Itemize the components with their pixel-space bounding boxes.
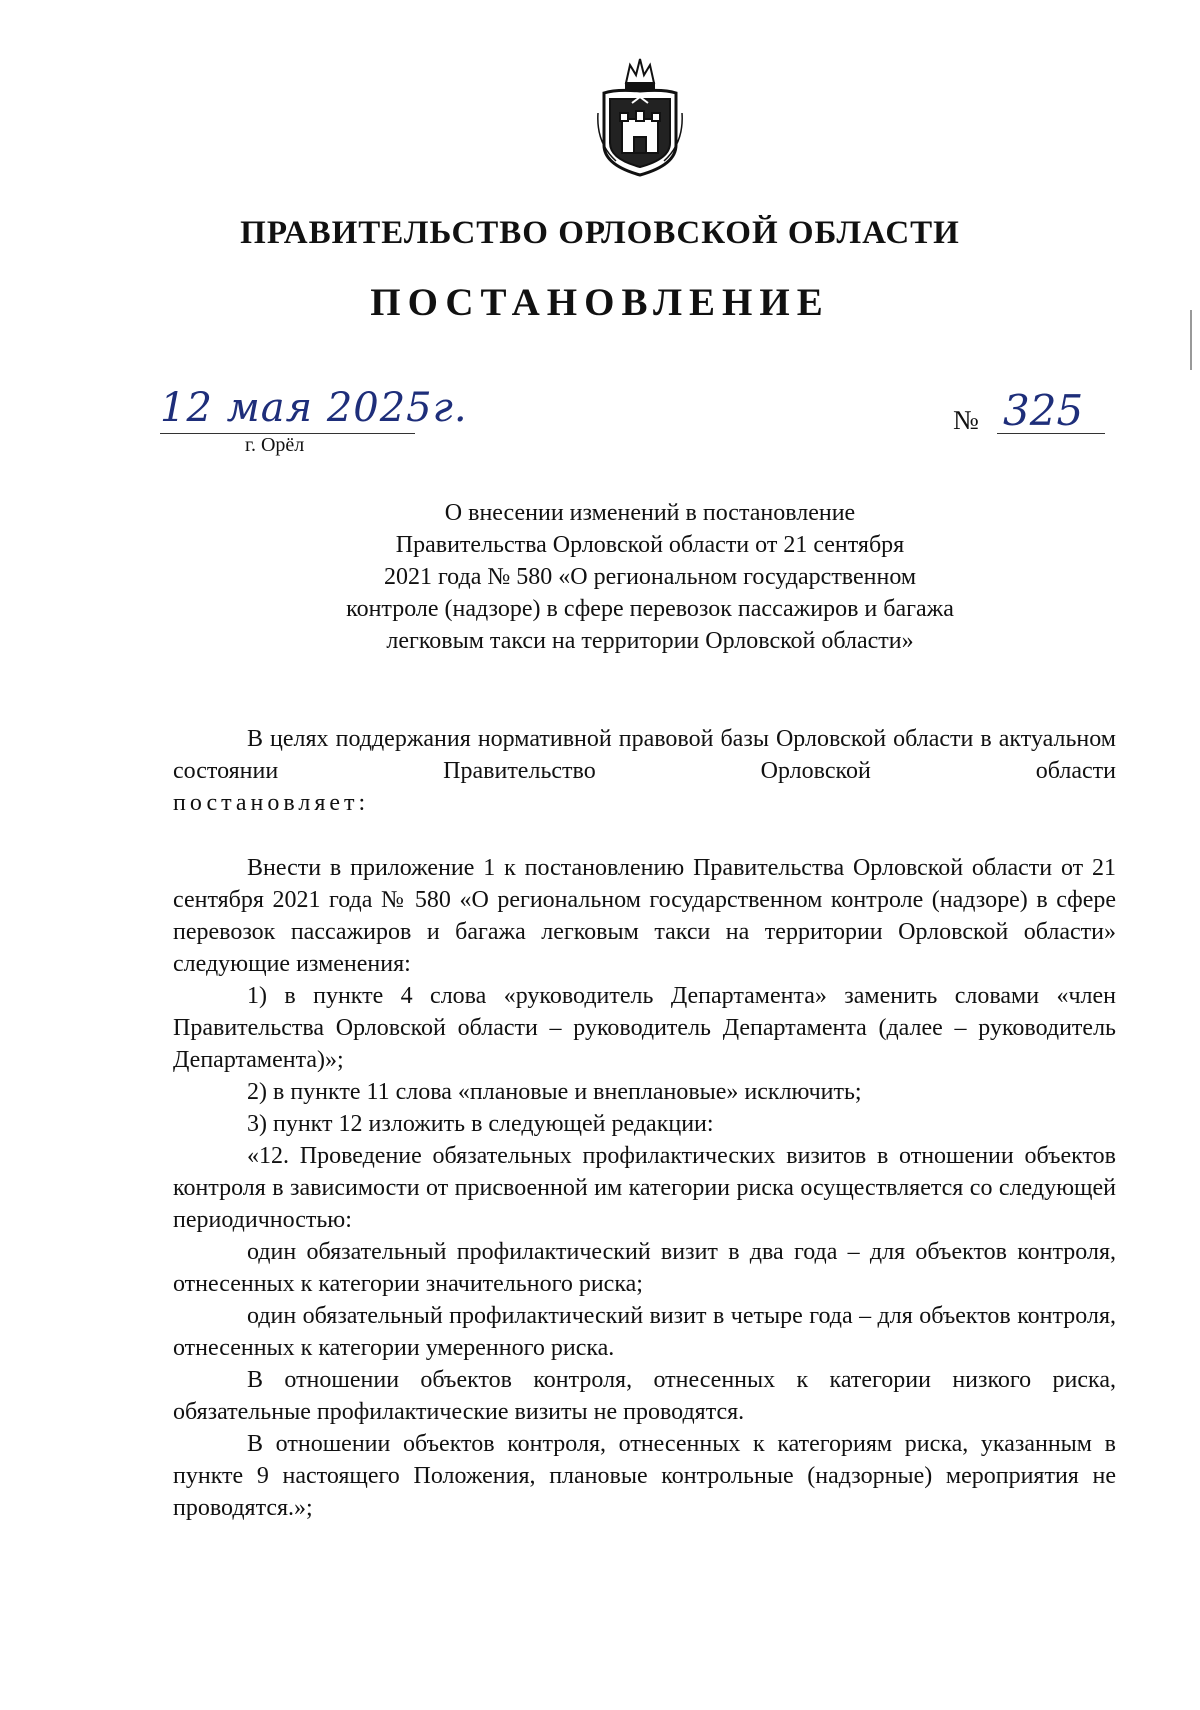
document-number-handwritten: 325 [1003, 386, 1084, 435]
amendment-item: 2) в пункте 11 слова «плановые и внеплановые» исключить; [247, 1079, 862, 1105]
subject-line: легковым такси на территории Орловской области» [386, 628, 914, 654]
subject-line: Правительства Орловской области от 21 сентября [395, 532, 905, 558]
amendment-item: 1) в пункте 4 слова «руководитель Департамента» заменить словами «член Правительства Орловской области – руководитель Департамента (далее – руководитель Департамента)»; [173, 983, 1116, 1073]
quoted-paragraph: В отношении объектов контроля, отнесенных к категории низкого риска, обязательные профилактические визиты не проводятся. [173, 1367, 1116, 1425]
document-body [173, 723, 1116, 1524]
subject-line: О внесении изменений в постановление [444, 500, 856, 526]
quoted-paragraph: «12. Проведение обязательных профилактических визитов в отношении объектов контроля в зависимости от присвоенной им категории риска осуществляется со следующей периодичностью: [173, 1143, 1116, 1233]
scan-margin-mark [1190, 310, 1192, 370]
document-type-title: ПОСТАНОВЛЕНИЕ [370, 281, 830, 324]
quoted-paragraph: один обязательный профилактический визит в два года – для объектов контроля, отнесенных к категории значительного риска; [173, 1239, 1116, 1297]
number-sign: № [953, 405, 979, 435]
organization-name: ПРАВИТЕЛЬСТВО ОРЛОВСКОЙ ОБЛАСТИ [240, 215, 960, 251]
subject-line: 2021 года № 580 «О региональном государственном [383, 564, 917, 590]
body-paragraph: Внести в приложение 1 к постановлению Правительства Орловской области от 21 сентября 2021 года № 580 «О региональном государственном контроле (надзоре) в сфере перевозок пассажиров и багажа легковым такси на территории Орловской области» следующие изменения: [173, 855, 1116, 977]
city-label: г. Орёл [245, 434, 305, 456]
number-underline [997, 433, 1105, 434]
quoted-paragraph: В отношении объектов контроля, отнесенных к категориям риска, указанным в пункте 9 настоящего Положения, плановые контрольные (надзорные) мероприятия не проводятся.»; [173, 1431, 1116, 1521]
preamble-paragraph: В целях поддержания нормативной правовой базы Орловской области в актуальном состоянии Правительство Орловской области [173, 726, 1116, 784]
coat-of-arms-icon [596, 53, 684, 179]
amendment-item: 3) пункт 12 изложить в следующей редакции: [247, 1111, 714, 1137]
quoted-paragraph: один обязательный профилактический визит в четыре года – для объектов контроля, отнесенных к категории умеренного риска. [173, 1303, 1116, 1361]
document-date-handwritten: 12 мая 2025г. [160, 385, 468, 431]
resolves-word: постановляет: [173, 790, 370, 816]
document-subject [250, 497, 1050, 657]
subject-line: контроле (надзоре) в сфере перевозок пассажиров и багажа [346, 596, 954, 622]
